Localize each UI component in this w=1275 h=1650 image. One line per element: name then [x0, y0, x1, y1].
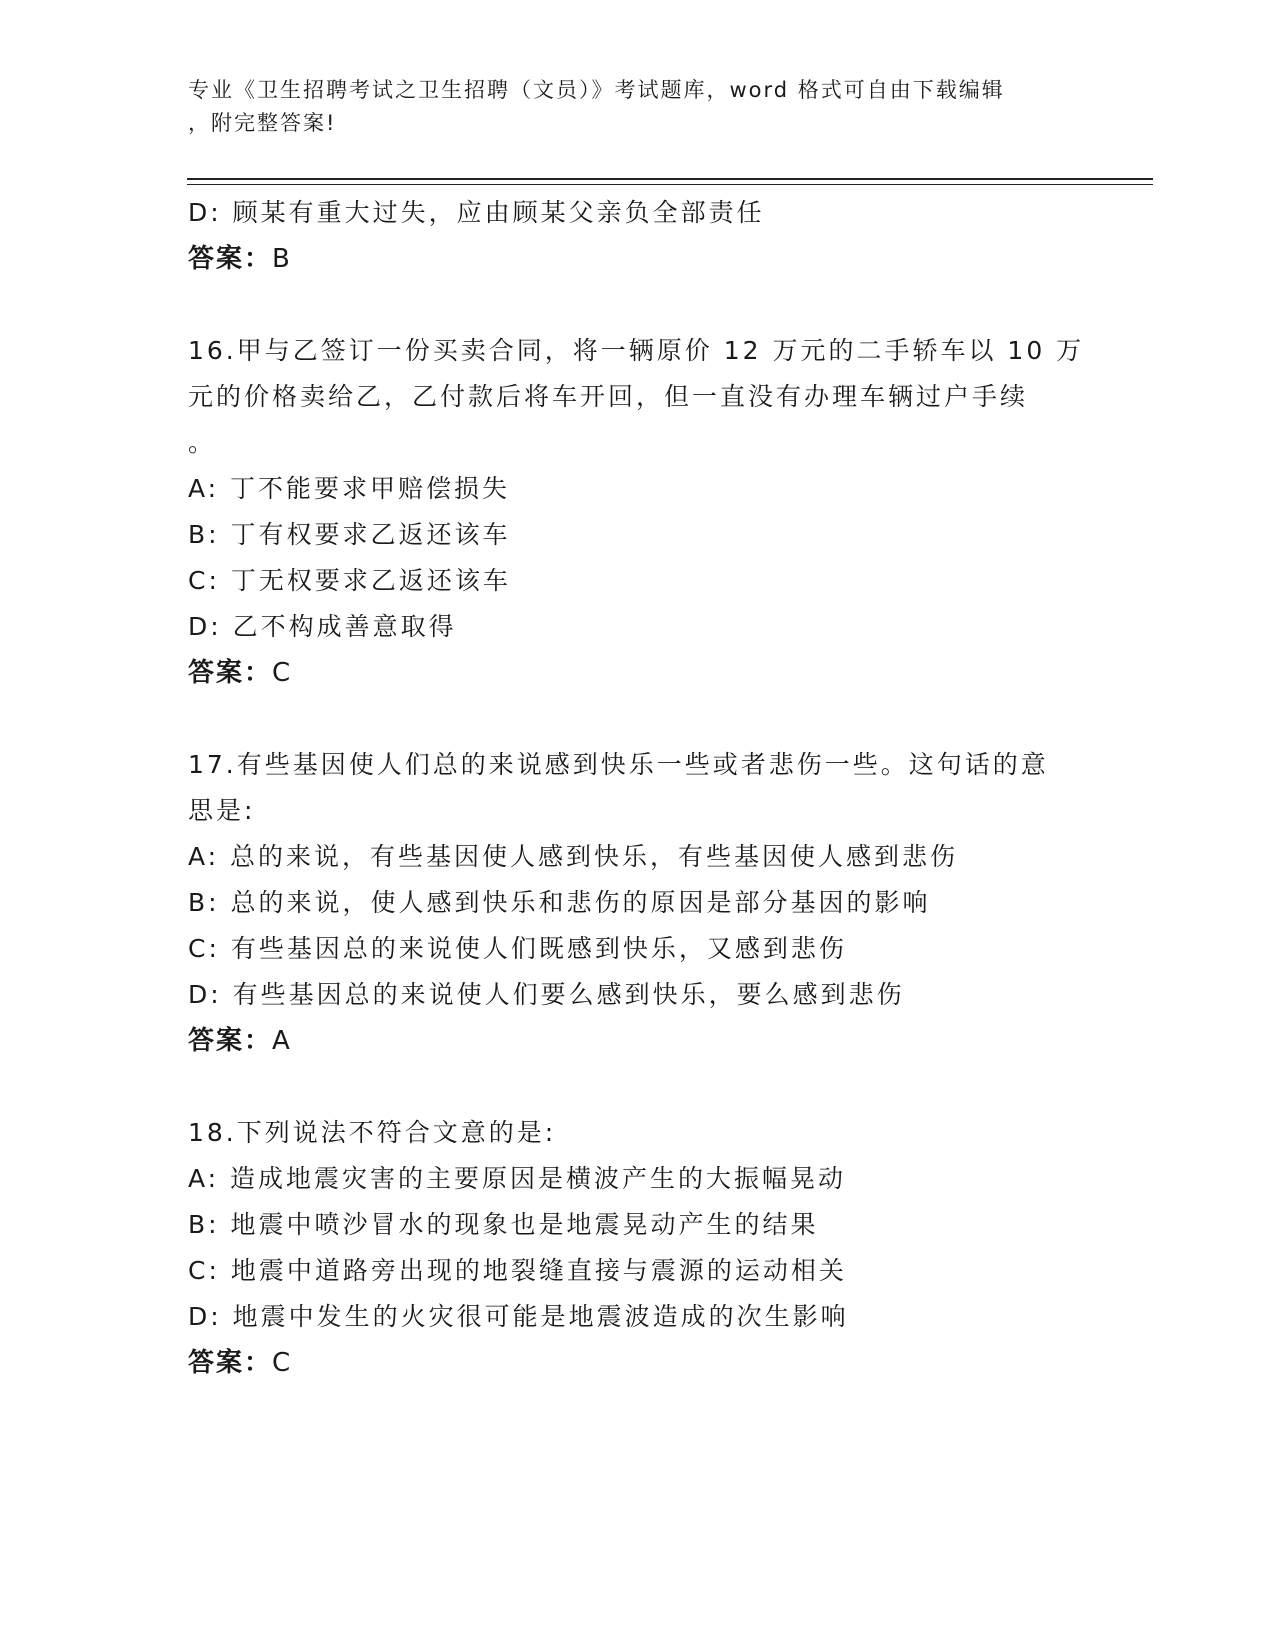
option-d: D: 乙不构成善意取得	[188, 612, 457, 641]
option-d: D: 有些基因总的来说使人们要么感到快乐，要么感到悲伤	[188, 980, 905, 1009]
answer-value: C	[272, 1348, 293, 1378]
question-stem-line: 元的价格卖给乙，乙付款后将车开回，但一直没有办理车辆过户手续	[188, 382, 1029, 411]
header-divider-thin	[187, 184, 1153, 185]
header-line-2: ，附完整答案!	[188, 111, 337, 135]
document-header	[188, 74, 1068, 140]
prev-answer	[188, 236, 1088, 282]
answer-label: 答案：	[188, 1348, 273, 1378]
header-divider-thick	[187, 178, 1153, 180]
option-c: C: 地震中道路旁出现的地裂缝直接与震源的运动相关	[188, 1256, 847, 1285]
answer-label: 答案：	[188, 244, 273, 274]
question-18	[188, 1110, 1088, 1386]
option-b: B: 地震中喷沙冒水的现象也是地震晃动产生的结果	[188, 1210, 819, 1239]
spacer	[188, 282, 1088, 328]
question-stem-line: 18.下列说法不符合文意的是:	[188, 1118, 557, 1147]
spacer	[188, 1064, 1088, 1110]
option-a: A: 造成地震灾害的主要原因是横波产生的大振幅晃动	[188, 1164, 847, 1193]
header-line-1: 专业《卫生招聘考试之卫生招聘（文员）》考试题库，word 格式可自由下载编辑	[188, 78, 1005, 102]
answer-label: 答案：	[188, 658, 273, 688]
prev-option-d: D: 顾某有重大过失，应由顾某父亲负全部责任	[188, 198, 765, 227]
answer-value: A	[272, 1026, 292, 1056]
option-b: B: 丁有权要求乙返还该车	[188, 520, 511, 549]
option-c: C: 有些基因总的来说使人们既感到快乐，又感到悲伤	[188, 934, 847, 963]
answer-value: B	[272, 244, 292, 274]
answer	[188, 650, 1088, 696]
answer	[188, 1340, 1088, 1386]
document-body	[188, 190, 1088, 1386]
option-d: D: 地震中发生的火灾很可能是地震波造成的次生影响	[188, 1302, 849, 1331]
option-c: C: 丁无权要求乙返还该车	[188, 566, 511, 595]
question-stem-line: 思是:	[188, 796, 256, 825]
question-17	[188, 742, 1088, 1064]
option-b: B: 总的来说，使人感到快乐和悲伤的原因是部分基因的影响	[188, 888, 931, 917]
answer-label: 答案：	[188, 1026, 273, 1056]
question-stem-line: 。	[188, 428, 217, 457]
question-16	[188, 328, 1088, 696]
option-a: A: 总的来说，有些基因使人感到快乐，有些基因使人感到悲伤	[188, 842, 959, 871]
option-a: A: 丁不能要求甲赔偿损失	[188, 474, 511, 503]
question-stem-line: 17.有些基因使人们总的来说感到快乐一些或者悲伤一些。这句话的意	[188, 750, 1049, 779]
question-stem-line: 16.甲与乙签订一份买卖合同，将一辆原价 12 万元的二手轿车以 10 万	[188, 336, 1085, 365]
answer	[188, 1018, 1088, 1064]
answer-value: C	[272, 658, 293, 688]
spacer	[188, 696, 1088, 742]
